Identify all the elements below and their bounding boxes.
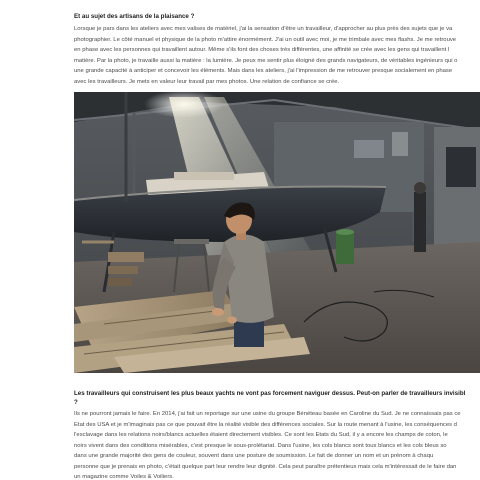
heading-line: Les travailleurs qui construisent les plus beaux yachts ne vont pas forcement naviguer dessus. Peut-on parler de travailleurs invisibl [74, 390, 466, 397]
paragraph-line: Etat des USA et je m'imaginais pas ce que pouvait être la réalité visible des différences sociales. Sur la route menant à l'usine, les conséquences d [74, 421, 457, 428]
workshop-photo-illustration [74, 92, 480, 373]
paragraph-line: Lorsque je pars dans les ateliers avec mes valises de matériel, j'ai la sensation d'être un travailleur, d'approcher au plus près des sujets que je va [74, 26, 453, 32]
paragraph-line: personne que je prenais en photo, c'était quelque part leur rendre leur dignité. Cela peut paraître prétentieux mais cela m'intéressait de le faire dan [74, 463, 457, 470]
workshop-photo [74, 92, 480, 373]
paragraph-line: Ils ne pourront jamais le faire. En 2014, j'ai fait un reportage sur une usine du groupe Bénéteau basée en Caroline du Sud. Je ne connaissais pas ce [74, 411, 461, 417]
paragraph-line: avec les travailleurs. Je mets en valeur leur travail par mes photos. Une relation de confiance se crée. [74, 78, 340, 85]
paragraph-line: noirs vivent dans des conditions misérables, c'est presque le sous-prolétariat. Dans l'usine, les cols blancs sont tous blancs et les cols bleus so [74, 442, 447, 449]
answer-paragraph-artisans [74, 24, 480, 87]
question-heading-artisans: Et au sujet des artisans de la plaisance ? [74, 13, 195, 20]
heading-line: ? [74, 398, 78, 406]
answer-paragraph-invisible-workers [74, 409, 480, 480]
paragraph-line: un magazine comme Voiles & Voiliers. [74, 474, 174, 480]
paragraph-line: dans une grande majorité des gens de couleur, souvent dans une posture de soumission. Le fait de donner un nom et un prénom à chaqu [74, 453, 434, 459]
question-heading-invisible-workers [74, 390, 480, 407]
paragraph-line: une grande capacité à anticiper et concevoir les éléments. Mais dans les ateliers, j'ai l'impression de me retrouver presque socialement en phase [74, 68, 453, 74]
paragraph-line: matière. Par la photo, je travaille aussi la matière : la lumière. Je peux me sentir plus éloigné des grands navigateurs, de véritables ingénieurs qui o [74, 57, 458, 64]
paragraph-line: l'esclavage dans les relations noirs/blancs actuelles étaient directement visibles. Ce sont les Etats du Sud, il y a encore les champs de coton, le [74, 432, 448, 438]
paragraph-line: photographier. Le côté manuel et physique de la photo m'attire énormément. J'ai un outil avec moi, je me trimbale avec mes flashs. Je me retrouve [74, 36, 457, 43]
paragraph-line: en phase avec les personnes qui travaillent autour. Même s'ils font des choses très différentes, une affinité se crée avec les gens qui travaillent l [74, 47, 450, 53]
